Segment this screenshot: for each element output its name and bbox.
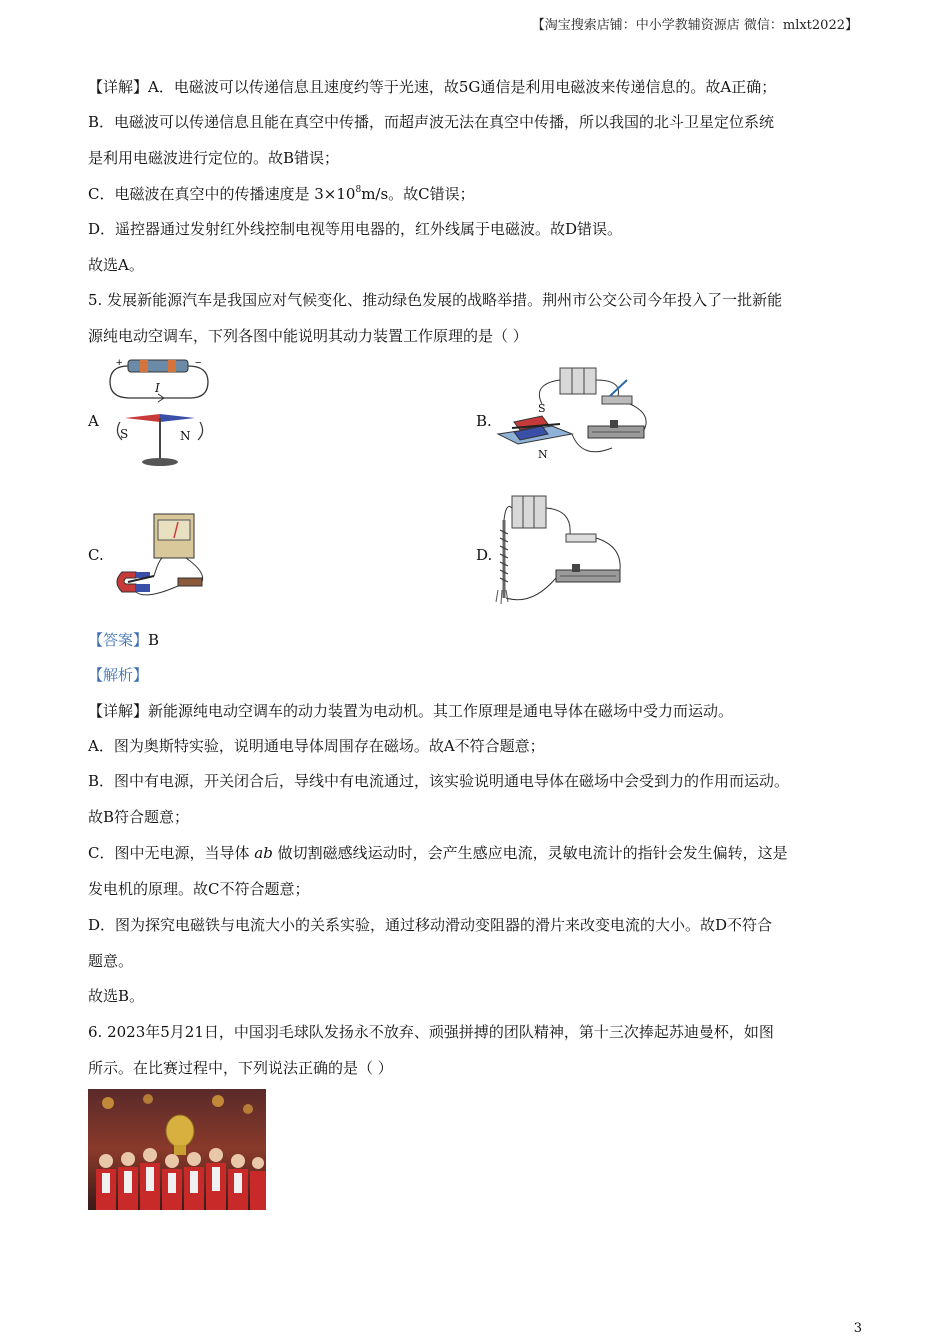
q5-detail-line-7: D．图为探究电磁铁与电流大小的关系实验，通过移动滑动变阻器的滑片来改变电流的大小。故D不符合 xyxy=(88,916,773,934)
q5-d5-pre: C．图中无电源，当导体 xyxy=(88,844,255,862)
magnet-n-pole: N xyxy=(538,448,548,461)
q5-d5-post: 做切割磁感线运动时，会产生感应电流，灵敏电流计的指针会发生偏转，这是 xyxy=(272,844,788,862)
needle-s-pole: S xyxy=(120,427,129,441)
option-c-label: C. xyxy=(88,546,104,564)
answer-label: 【答案】 xyxy=(88,631,149,649)
q5-stem-line-2: 源纯电动空调车，下列各图中能说明其动力装置工作原理的是（ ） xyxy=(88,327,528,345)
q5-answer xyxy=(88,630,159,650)
q5-detail-line-6: 发电机的原理。故C不符合题意； xyxy=(88,880,310,898)
q5-conclusion: 故选B。 xyxy=(88,987,145,1005)
q5-detail-line-4: 故B符合题意； xyxy=(88,808,190,826)
figure-generator-experiment xyxy=(106,512,216,604)
option-b-label: B. xyxy=(476,412,492,430)
battery-plus-sign: + xyxy=(116,357,123,369)
figure-oersted-experiment xyxy=(100,352,220,472)
q4-line4-unit: m/s。故C错误； xyxy=(361,185,475,203)
conductor-ab: ab xyxy=(254,844,273,862)
q6-stem-line-2: 所示。在比赛过程中，下列说法正确的是（ ） xyxy=(88,1059,393,1077)
option-d-label: D. xyxy=(476,546,493,564)
magnet-s-pole: S xyxy=(538,402,546,415)
q5-detail-line-8: 题意。 xyxy=(88,952,134,970)
q4-line4-text: C．电磁波在真空中的传播速度是 3×10 xyxy=(88,185,356,203)
q5-detail-line-5 xyxy=(88,843,788,863)
q4-detail-line-3: 是利用电磁波进行定位的。故B错误； xyxy=(88,149,340,167)
q5-stem-line-1: 5. 发展新能源汽车是我国应对气候变化、推动绿色发展的战略举措。荆州市公交公司今年投入了一批新能 xyxy=(88,291,783,309)
q6-stem-line-1: 6. 2023年5月21日，中国羽毛球队发扬永不放弃、顽强拼搏的团队精神，第十三次捧起苏迪曼杯，如图 xyxy=(88,1023,774,1041)
figure-motor-experiment xyxy=(492,364,652,464)
q4-detail-line-5: D．遥控器通过发射红外线控制电视等用电器的，红外线属于电磁波。故D错误。 xyxy=(88,220,623,238)
needle-n-pole: N xyxy=(180,429,191,443)
page-number: 3 xyxy=(853,1321,862,1336)
q4-exponent: 8 xyxy=(355,185,362,195)
q5-detail-line-1: 【详解】新能源纯电动空调车的动力装置为电动机。其工作原理是通电导体在磁场中受力而运动。 xyxy=(88,702,734,720)
q5-detail-line-3: B．图中有电源，开关闭合后，导线中有电流通过，该实验说明通电导体在磁场中会受到力的作用而运动。 xyxy=(88,772,790,790)
page-header: 【淘宝搜索店铺：中小学教辅资源店 微信：mlxt2022】 xyxy=(531,18,858,33)
q4-detail-line-4 xyxy=(88,184,475,204)
q4-detail-line-2: B．电磁波可以传递信息且能在真空中传播，而超声波无法在真空中传播，所以我国的北斗卫星定位系统 xyxy=(88,113,775,131)
q4-conclusion: 故选A。 xyxy=(88,256,144,274)
badminton-team-trophy-photo xyxy=(88,1089,266,1210)
answer-value: B xyxy=(148,631,160,649)
analysis-label: 【解析】 xyxy=(88,666,149,684)
battery-minus-sign: − xyxy=(195,357,202,369)
q5-detail-line-2: A．图为奥斯特实验，说明通电导体周围存在磁场。故A不符合题意； xyxy=(88,737,545,755)
current-label: I xyxy=(155,381,160,395)
q4-detail-line-1: 【详解】A．电磁波可以传递信息且速度约等于光速，故5G通信是利用电磁波来传递信息的。故A正确； xyxy=(88,78,777,96)
figure-electromagnet-experiment xyxy=(492,490,642,610)
option-a-label: A xyxy=(88,412,99,430)
